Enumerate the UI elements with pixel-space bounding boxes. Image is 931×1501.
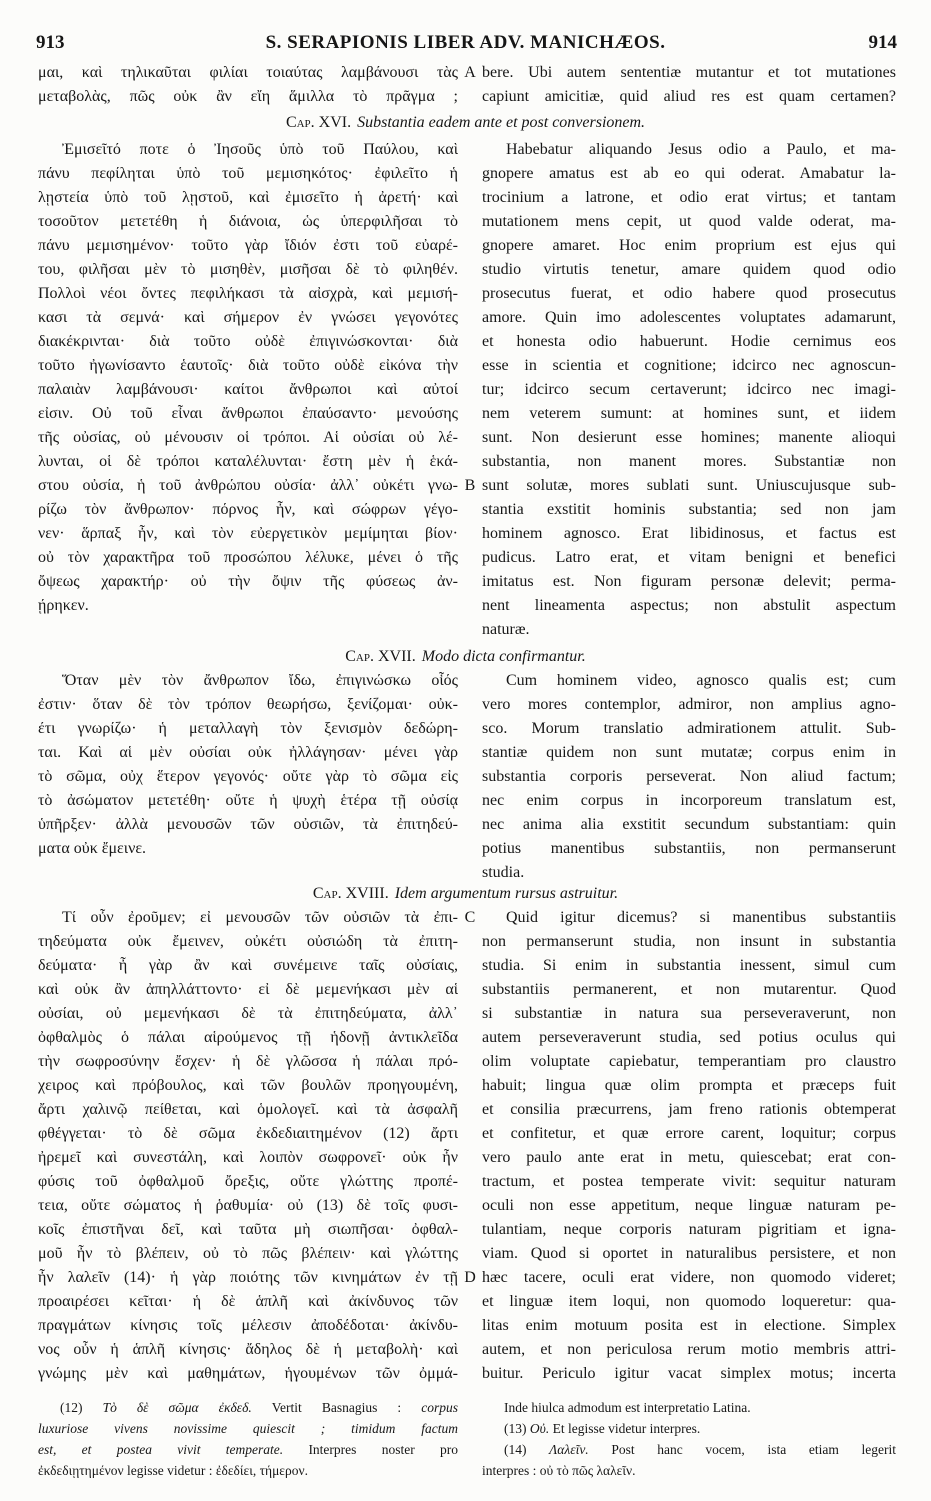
chapter-number: Cap. XVII. <box>345 648 416 665</box>
greek-text-line: φύσις τοῦ ὀφθαλμοῦ ὄρεξις, οὔτε γλώττης προπέ- <box>38 1173 458 1190</box>
greek-text-line: ὑπῆρξεν· ἀλλὰ μενουσῶν τῶν οὐσιῶν, τὰ ἐπιτηδεύ- <box>38 816 458 833</box>
latin-text-line: litas enim motuum posita est in electione. Simplex <box>482 1317 896 1334</box>
greek-text-line: νεν· ἅρπαξ ἦν, καὶ τὸν εὐεργετικὸν μεμίμηται βίον· <box>38 525 458 542</box>
greek-text-line: Ὅταν μὲν τὸν ἄνθρωπον ἴδω, ἐπιγινώσκω οἷός <box>62 672 458 689</box>
greek-text-line: ὄψεως χαρακτήρ· οὐ τὴν ὄψιν τῆς φύσεως ἀν- <box>38 573 458 590</box>
latin-text-line: capiunt amicitiæ, quid aliud res est quam certamen? <box>482 88 896 105</box>
chapter-heading <box>0 646 931 668</box>
greek-text-line: πραγμάτων κίνησις τοῖς μέλεσιν ἀποδέδοται· ἀκίνδυ- <box>38 1317 458 1334</box>
greek-text-line: ἠρεμεῖ καὶ συνεστάλη, καὶ λοιπὸν σωφρονεῖ· οὐκ ἦν <box>38 1149 458 1166</box>
latin-text-line: naturæ. <box>482 621 530 638</box>
latin-text-line: si substantiæ in natura sua perseveraverunt, non <box>482 1005 896 1022</box>
greek-text-line: έτι γνωρίζω· ἡ μεταλλαγὴ τὸν ξενισμὸν δεδώρη- <box>38 720 458 737</box>
greek-text-line: πάνυ πεφίληται ὑπὸ τοῦ μεμισηκότος· ἐφιλεῖτο ἡ <box>38 165 458 182</box>
latin-text-line: sunt solutæ, mores sublati sunt. Uniuscujusque sub- <box>482 477 896 494</box>
footnote-text: Οὐ. <box>529 1421 550 1436</box>
greek-text-line: ῄρηκεν. <box>38 597 89 614</box>
footnote-text: ἐκδεδιῃτημένον legisse videtur : ἐδεδίει, τήμερον. <box>38 1463 308 1478</box>
latin-text-line: viam. Quod si oportet in naturalibus persistere, et non <box>482 1245 896 1262</box>
page-number-left: 913 <box>36 32 65 53</box>
latin-text-line: stantia exstitit hominis substantia; sed non jam <box>482 501 896 518</box>
footnote-text: luxuriose vivens novissime quiescit ; timidum factum <box>38 1421 458 1436</box>
greek-text-line: Πολλοὶ νέοι ὄντες πεφιλήκασι τὰ αἰσχρὰ, καὶ μεμισή- <box>38 285 458 302</box>
latin-text-line: et linguæ item loqui, non quomodo loqueretur: qua- <box>482 1293 896 1310</box>
latin-text-line: stantiæ quidem non sunt mutatæ; corpus enim in <box>482 744 896 761</box>
footnote-text: Inde hiulca admodum est interpretatio Latina. <box>504 1400 751 1415</box>
chapter-number: Cap. XVI. <box>285 114 352 131</box>
greek-text-line: τεια, οὔτε σώματος ἡ ῥαθυμία· οὐ (13) δὲ τοῖς φυσι- <box>38 1197 458 1214</box>
footnote-text: Vertit Basnagius : <box>251 1400 422 1415</box>
latin-text-line: substantia corporis perseverat. Non aliud factum; <box>482 768 896 785</box>
greek-text-line: ἐστιν· ὅταν δὲ τὸν τρόπον θεωρήσω, ξενίζομαι· οὐκ- <box>38 696 458 713</box>
greek-text-line: τὴν σωφροσύνην ἔσχεν· ἡ δὲ γλῶσσα ἡ πάλαι πρό- <box>38 1053 458 1070</box>
greek-text-line: Τί οὖν ἐροῦμεν; εἰ μενουσῶν τῶν οὐσιῶν τὰ ἐπι- <box>62 909 458 926</box>
greek-text-line: τὸ σῶμα, οὐχ ἕτερον γεγονός· οὔτε γὰρ τὸ σῶμα εἰς <box>38 768 458 785</box>
latin-text-line: autem perseveraverunt studia, sed potius oculus qui <box>482 1029 896 1046</box>
greek-text-line: μαι, καὶ τηλικαῦται φιλίαι τοιαύτας λαμβάνουσι τὰς <box>38 64 458 81</box>
latin-text-line: hæc tacere, oculi erat videre, non quomodo videret; <box>482 1269 896 1286</box>
latin-text-line: gnopere amaret. Hoc enim proprium est ejus qui <box>482 237 896 254</box>
footnote-text: interpres : οὐ τὸ πῶς λαλεῖν. <box>482 1463 636 1478</box>
latin-text-line: amore. Quin imo adolescentes voluptates adamarunt, <box>482 309 896 326</box>
greek-text-line: ἦν λαλεῖν (14)· ἡ γὰρ ποιότης τῶν κινημάτων ἐν τῇ <box>38 1269 458 1286</box>
latin-text-line: nec anima alia exstitit secundum substantiam: quin <box>482 816 896 833</box>
footnote-line <box>482 1418 896 1439</box>
chapter-title: Modo dicta confirmantur. <box>421 648 586 665</box>
greek-text-line: δεύματα· ἦ γὰρ ἂν καὶ συνέμεινε ταῖς οὐσίαις, <box>38 957 458 974</box>
footnote-text: Post hanc vocem, ista etiam legerit <box>588 1442 896 1457</box>
footnote-line <box>482 1439 896 1460</box>
greek-text-line: του, φιλῆσαι μὲν τὸ μισηθὲν, μισῆσαι δὲ τὸ φιληθέν. <box>38 261 458 278</box>
greek-text-line: εἰσιν. Οὐ τοῦ εἶναι ἄνθρωποι ἐπαύσαντο· μενούσης <box>38 405 458 422</box>
latin-text-line: mutationem mens cepit, ut quod valde oderat, ma- <box>482 213 896 230</box>
greek-text-line: γνώμης μὲν καὶ μαθημάτων, ἡγουμένων τῶν ὀμμά- <box>38 1365 458 1382</box>
latin-text-line: tulantiam, neque corporis naturam pigritiam et igna- <box>482 1221 896 1238</box>
latin-text-line: sco. Morum translatio admirationem attulit. Sub- <box>482 720 896 737</box>
footnote-text: (12) <box>60 1400 103 1415</box>
greek-text-line: φθέγγεται· τὸ δὲ σῶμα ἐκδεδιαιτημένον (12) ἄρτι <box>38 1125 458 1142</box>
greek-text-line: διακέκρινται· διὰ τοῦτο οὐδὲ ἐπιγινώσκονται· διὰ <box>38 333 458 350</box>
latin-text-line: oculi non esse appetitum, neque linguæ naturam pe- <box>482 1197 896 1214</box>
latin-text-line: studia. <box>482 864 525 881</box>
greek-text-line: ὀφθαλμὸς ὁ πάλαι αἱρούμενος τῇ ἡδονῇ ἀντικλεῖδα <box>38 1029 458 1046</box>
latin-text-line: Habebatur aliquando Jesus odio a Paulo, et ma- <box>506 141 896 158</box>
latin-text-line: autem, et non periculosa rerum motio membris attri- <box>482 1341 896 1358</box>
margin-section-letter: D <box>464 1269 476 1286</box>
footnote-text: (14) <box>504 1442 550 1457</box>
latin-text-line: potius manentibus substantiis, non permanserunt <box>482 840 896 857</box>
latin-text-line: vero paulo ante erat in metu, quiescebat; erat con- <box>482 1149 896 1166</box>
latin-text-line: pudicus. Latro erat, et vitam benigni et benefici <box>482 549 896 566</box>
latin-text-line: et confitetur, et quæ errore carent, loquitur; corpus <box>482 1125 896 1142</box>
footnote-text: Τὸ δὲ σῶμα ἐκδεδ. <box>102 1400 252 1415</box>
footnote-line <box>38 1397 458 1418</box>
margin-section-letter: C <box>464 909 476 926</box>
latin-text-line: et honesta odio habuerunt. Hodie cernimus eos <box>482 333 896 350</box>
greek-text-line: τῆς οὐσίας, οὐ μένουσιν οἱ τρόποι. Αἱ οὐσίαι οὐ λέ- <box>38 429 458 446</box>
latin-text-line: sunt. Non desierunt esse homines; manente alioqui <box>482 429 896 446</box>
footnote-line <box>482 1397 896 1418</box>
footnote-line <box>38 1439 458 1460</box>
latin-text-line: vero mores contemplor, admiror, non amplius agno- <box>482 696 896 713</box>
chapter-title: Idem argumentum rursus astruitur. <box>394 885 619 902</box>
greek-text-line: λυνται, οἱ δὲ τρόποι καταλέλυνται· ἔστη μὲν ἡ ἑκά- <box>38 453 458 470</box>
greek-text-line: οὐ τὸν χαρακτῆρα τοῦ προσώπου λέλυκε, μένει ὁ τῆς <box>38 549 458 566</box>
latin-text-line: prosecutus fuerat, et odio habere quod prosecutus <box>482 285 896 302</box>
margin-section-letter: A <box>464 64 476 81</box>
footnote-text: (13) <box>504 1421 530 1436</box>
footnote-text: est, et postea vivit temperate. <box>38 1442 284 1457</box>
greek-text-line: προαιρέσει κεῖται· ἡ δὲ ἁπλῆ καὶ ἀκίνδυνος τῶν <box>38 1293 458 1310</box>
latin-text-line: esse in scientia et cognitione; idcirco nec agnoscun- <box>482 357 896 374</box>
footnote-text: Interpres noster pro <box>283 1442 458 1457</box>
chapter-number: Cap. XVIII. <box>312 885 389 902</box>
latin-text-line: hominem agnosco. Erat libidinosus, et factus est <box>482 525 896 542</box>
latin-text-line: trocinium a latrone, et odio erat virtus; et tantam <box>482 189 896 206</box>
latin-text-line: buitur. Periculo igitur vacat simplex motus; incerta <box>482 1365 896 1382</box>
footnote-line <box>482 1460 896 1481</box>
greek-text-line: καὶ οὐκ ἂν ἀπηλλάττοντο· εἰ δὲ μεμενήκασι μὲν αἱ <box>38 981 458 998</box>
page-number-right: 914 <box>868 32 897 53</box>
greek-text-line: κασι τὰ σεμνά· καὶ σήμερον ἐν γνώσει γεγονότες <box>38 309 458 326</box>
greek-text-line: τὸ ἀσώματον μετετέθη· οὔτε ἡ ψυχὴ ἑτέρα τῇ οὐσίᾳ <box>38 792 458 809</box>
footnote-line <box>38 1418 458 1439</box>
greek-text-line: ἄρτι χαλινῷ πείθεται, καὶ ὁμολογεῖ. καὶ τὰ ἀσφαλῆ <box>38 1101 458 1118</box>
greek-text-line: ματα οὐκ ἔμεινε. <box>38 840 147 857</box>
margin-section-letter: B <box>464 477 476 494</box>
greek-text-line: πάνυ μεμισημένον· τοῦτο γὰρ ἴδιόν ἐστι τοῦ εὐαρέ- <box>38 237 458 254</box>
greek-text-line: μοῦ ἦν τὸ βλέπειν, οὐ τὸ πῶς βλέπειν· καὶ γλώττης <box>38 1245 458 1262</box>
latin-text-line: tractum, et postea temperate vivit: sequitur naturam <box>482 1173 896 1190</box>
greek-text-line: τοσοῦτον μετετέθη ἡ διάνοια, ὡς ὑπερφιλῆσαι τὸ <box>38 213 458 230</box>
latin-text-line: gnopere amatus est ab eo qui oderat. Amabatur la- <box>482 165 896 182</box>
greek-text-line: Ἐμισεῖτό ποτε ὁ Ἰησοῦς ὑπὸ τοῦ Παύλου, καὶ <box>62 141 458 158</box>
greek-text-line: τηδεύματα οὐκ ἔμεινεν, οὐκέτι οὐσιώδη τὰ ἐπιτη- <box>38 933 458 950</box>
greek-text-line: οὐσίαι, οὐ μεμενήκασι δὲ τὰ ἐπιτηδεύματα, ἀλλ᾽ <box>38 1005 458 1022</box>
latin-text-line: tur; idcirco secum certaverunt; idcirco nec imagi- <box>482 381 896 398</box>
latin-text-line: nent lineamenta aspectus; non abstulit aspectum <box>482 597 896 614</box>
latin-text-line: nec enim corpus in incorporeum translatum est, <box>482 792 896 809</box>
running-title: S. SERAPIONIS LIBER ADV. MANICHÆOS. <box>265 32 666 53</box>
greek-text-line: ρίζω τὸν ἄνθρωπον· πόρνος ἦν, καὶ σώφρων γέγο- <box>38 501 458 518</box>
latin-text-line: Quid igitur dicemus? si manentibus substantiis <box>506 909 896 926</box>
latin-text-line: bere. Ubi autem sententiæ mutantur et tot mutationes <box>482 64 896 81</box>
greek-text-line: νος οὖν ἡ ἁπλῆ κίνησις· ἄδηλος δὲ ἡ μεταβολὴ· καὶ <box>38 1341 458 1358</box>
greek-text-line: παλαιὰν λαμβάνουσι· καίτοι ἄνθρωποι καὶ αὐτοί <box>38 381 458 398</box>
greek-text-line: χειρος καὶ πρόβουλος, καὶ τῶν βουλῶν προηγουμένη, <box>38 1077 458 1094</box>
latin-text-line: studio virtutis tenetur, amare quidem quod odio <box>482 261 896 278</box>
latin-text-line: studia. Si enim in substantia inessent, simul cum <box>482 957 896 974</box>
greek-text-line: τοῦτο ἠγωνίσαντο ἑαυτοῖς· διὰ τοῦτο οὐδὲ εἰκόνα τὴν <box>38 357 458 374</box>
footnote-text: Λαλεῖν. <box>549 1442 589 1457</box>
latin-text-line: non permanserunt studia, non insunt in substantia <box>482 933 896 950</box>
chapter-heading <box>0 883 931 905</box>
latin-text-line: substantiis permanerent, et non mutarentur. Quod <box>482 981 896 998</box>
greek-text-line: ται. Καὶ αἱ μὲν οὐσίαι οὐκ ἠλλάγησαν· μένει γὰρ <box>38 744 458 761</box>
footnote-text: corpus <box>421 1400 458 1415</box>
greek-text-line: μεταβολὰς, πῶς οὐκ ἂν εἴη ἅμιλλα τὸ πρᾶγμα ; <box>38 88 458 105</box>
latin-text-line: nem veterem sumunt: at homines sunt, et iidem <box>482 405 896 422</box>
latin-text-line: substantia, non manent mores. Substantiæ non <box>482 453 896 470</box>
chapter-title: Substantia eadem ante et post conversionem. <box>357 114 646 131</box>
greek-text-line: λῃστεία ὑπὸ τοῦ λῃστοῦ, καὶ ἐμισεῖτο ἡ ἀρετή· καὶ <box>38 189 458 206</box>
greek-text-line: στου οὐσία, ἡ τοῦ ἀνθρώπου οὐσία· ἀλλ᾽ οὐκέτι γνω- <box>38 477 458 494</box>
footnote-text: Et legisse videtur interpres. <box>549 1421 701 1436</box>
latin-text-line: habuit; lingua quæ olim prompta et præceps fuit <box>482 1077 896 1094</box>
latin-text-line: olim voluptate capiebatur, temperantiam pro claustro <box>482 1053 896 1070</box>
greek-text-line: κοῖς ἐπιστῆναι δεῖ, καὶ ταῦτα μὴ σιωπῆσαι· ὀφθαλ- <box>38 1221 458 1238</box>
latin-text-line: et consilia præcurrens, jam freno rationis obtemperat <box>482 1101 896 1118</box>
latin-text-line: Cum hominem video, agnosco qualis est; cum <box>506 672 896 689</box>
latin-text-line: imitatus est. Non figuram personæ delevit; perma- <box>482 573 896 590</box>
footnote-line <box>38 1460 458 1481</box>
chapter-heading <box>0 112 931 134</box>
